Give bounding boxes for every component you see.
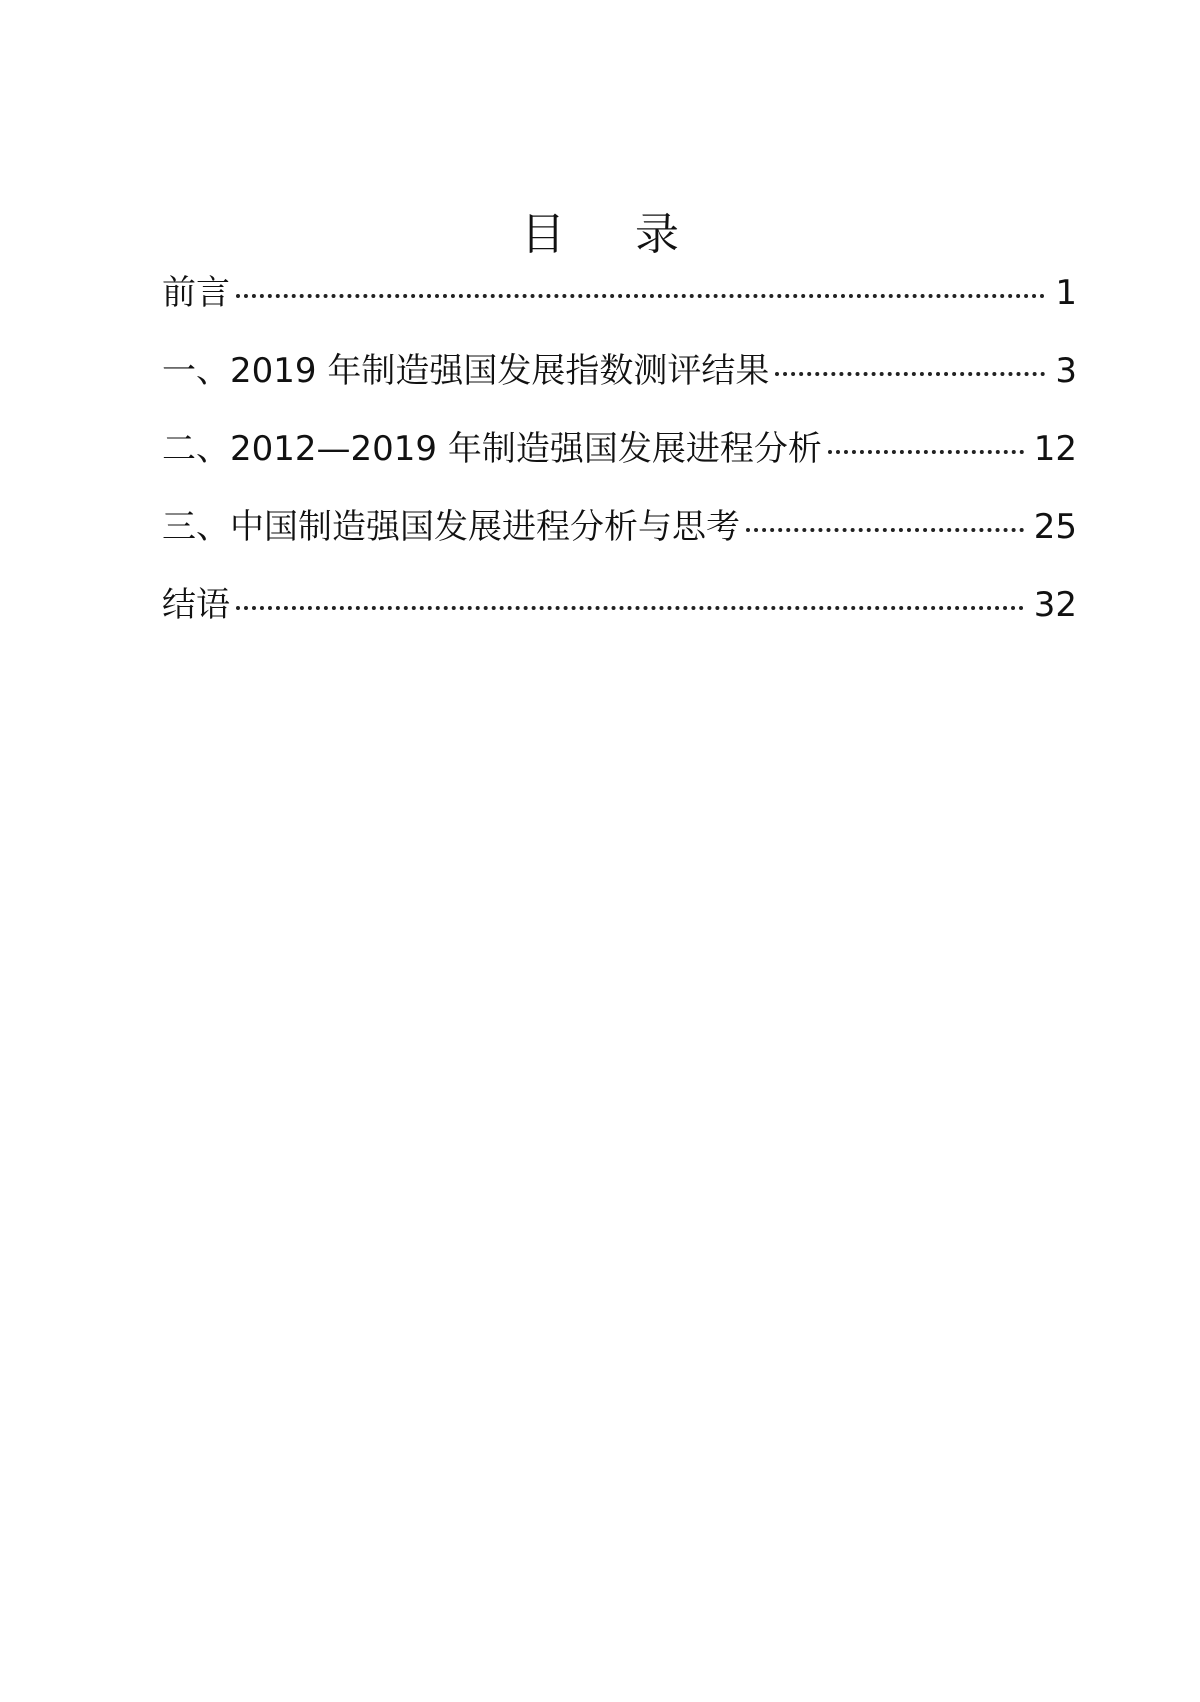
toc-entry-preface[interactable] [162,268,1077,346]
dot-leader [236,606,1024,610]
toc-entry-label: 结语 [162,585,230,625]
toc-entry-page-number: 1 [1055,273,1077,313]
title-char-1: 目 [521,209,565,261]
dot-leader [746,528,1024,532]
toc-entry-label: 三、中国制造强国发展进程分析与思考 [162,507,740,547]
dot-leader [828,450,1024,454]
toc-entry-label: 前言 [162,273,230,313]
toc-entry-label: 二、2012—2019 年制造强国发展进程分析 [162,429,822,469]
dot-leader [775,372,1045,376]
toc-entry-section-3[interactable] [162,502,1077,580]
page-title [0,207,1200,263]
table-of-contents [162,268,1077,658]
toc-entry-page-number: 12 [1033,429,1077,469]
toc-entry-page-number: 25 [1033,507,1077,547]
toc-entry-page-number: 32 [1033,585,1077,625]
title-char-2: 录 [635,209,679,261]
toc-entry-page-number: 3 [1055,351,1077,391]
toc-entry-label: 一、2019 年制造强国发展指数测评结果 [162,351,770,391]
toc-entry-conclusion[interactable] [162,580,1077,658]
toc-entry-section-2[interactable] [162,424,1077,502]
toc-entry-section-1[interactable] [162,346,1077,424]
dot-leader [236,294,1045,298]
